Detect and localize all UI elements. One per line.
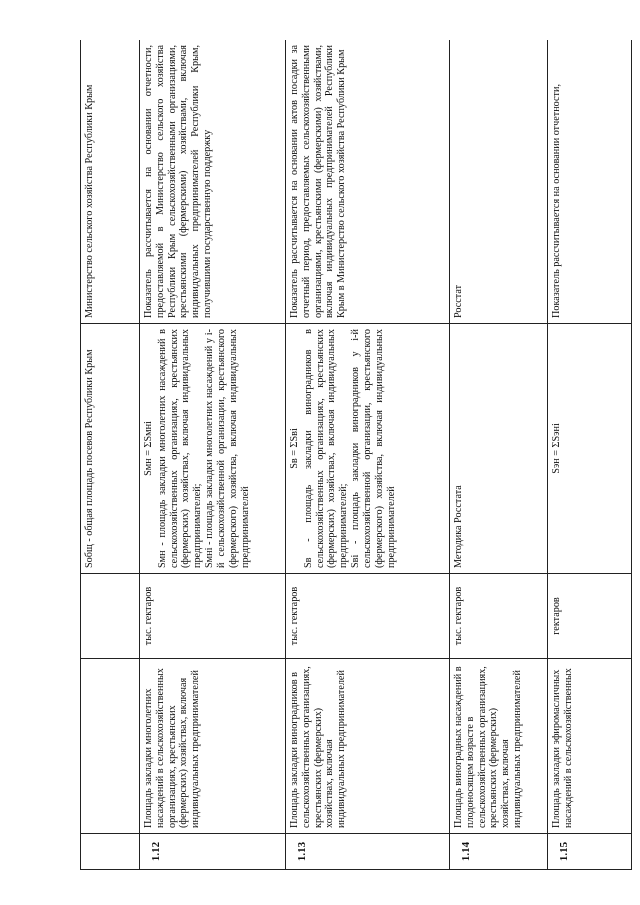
document-table-container — [80, 40, 640, 870]
method-cell — [450, 324, 548, 574]
method-cell — [140, 324, 286, 574]
formula: Sэн = ΣSэнi — [551, 423, 562, 474]
table-row — [286, 40, 450, 870]
indicator-name: Площадь закладки эфиромасличных насаждений в сельскохозяйственных — [548, 659, 632, 834]
formula: Sмн = ΣSмнi — [143, 421, 154, 476]
method-cell — [286, 324, 450, 574]
formula: Sв = ΣSвi — [289, 428, 300, 469]
method-text: Методика Росстата — [453, 485, 464, 568]
table-row — [140, 40, 286, 870]
row-number: 1.14 — [450, 834, 548, 870]
method-text: Sмн - площадь закладки многолетних насаждений в сельскохозяйственных организациях, крестьянских (фермерских) хозяйствах, включая индивидуальных предпринимателей; Sмнi - площадь закладки многолетних насаждений у i-й сельскохозяйственной организации, крестьянского (фермерского) хозяйства, включая индивидуальных предпринимателей — [156, 329, 251, 568]
method-text: Sв - площадь закладки виноградников в сельскохозяйственных организациях, крестьянских (фермерских) хозяйствах, включая индивидуальных предпринимателей; Sвi - площадь закладки виноградников у i-й сельскохозяйственной организации, крестьянского (фермерского) хозяйства, включая индивидуальных предпринимателей — [302, 329, 397, 568]
table-row — [450, 40, 548, 870]
indicator-table — [80, 40, 632, 870]
cell-num — [81, 834, 140, 870]
data-source: Показатель рассчитывается на основании отчетности, — [548, 40, 632, 324]
unit-of-measure: гектаров — [548, 574, 632, 659]
row-number: 1.12 — [140, 834, 286, 870]
unit-of-measure: тыс. гектаров — [140, 574, 286, 659]
indicator-name: Площадь закладки многолетних насаждений в сельскохозяйственных организациях, крестьянских (фермерских) хозяйствах, включая индивидуальных предпринимателей — [140, 659, 286, 834]
rotated-document-page — [80, 40, 640, 870]
data-source: Росстат — [450, 40, 548, 324]
method-cell — [548, 324, 632, 574]
cell-unit — [81, 574, 140, 659]
table-row — [548, 40, 632, 870]
cell-method: Sобщ - общая площадь посевов Республики Крым — [81, 324, 140, 574]
data-source: Показатель рассчитывается на основании актов посадки за отчетный период, предоставляемых сельскохозяйственными организациями, крестьянскими (фермерскими) хозяйствами, включая индивидуальных предпринимателей Республики Крым в Министерство сельского хозяйства Республики Крым — [286, 40, 450, 324]
data-source: Показатель рассчитывается на основании отчетности, предоставляемой в Министерство сельского хозяйства Республики Крым сельскохозяйственными организациями, крестьянскими (фермерскими) хозяйствами, включая индивидуальных предпринимателей Республики Крым, получившими государственную поддержку — [140, 40, 286, 324]
table-row — [81, 40, 140, 870]
indicator-name: Площадь виноградных насаждений в плодоносящем возрасте в сельскохозяйственных организациях, крестьянских (фермерских) хозяйствах, включая индивидуальных предпринимателей — [450, 659, 548, 834]
cell-source: Министерство сельского хозяйства Республики Крым — [81, 40, 140, 324]
cell-name — [81, 659, 140, 834]
row-number: 1.13 — [286, 834, 450, 870]
unit-of-measure: тыс. гектаров — [450, 574, 548, 659]
indicator-name: Площадь закладки виноградников в сельскохозяйственных организациях, крестьянских (фермерских) хозяйствах, включая индивидуальных предпринимателей — [286, 659, 450, 834]
unit-of-measure: тыс. гектаров — [286, 574, 450, 659]
row-number: 1.15 — [548, 834, 632, 870]
